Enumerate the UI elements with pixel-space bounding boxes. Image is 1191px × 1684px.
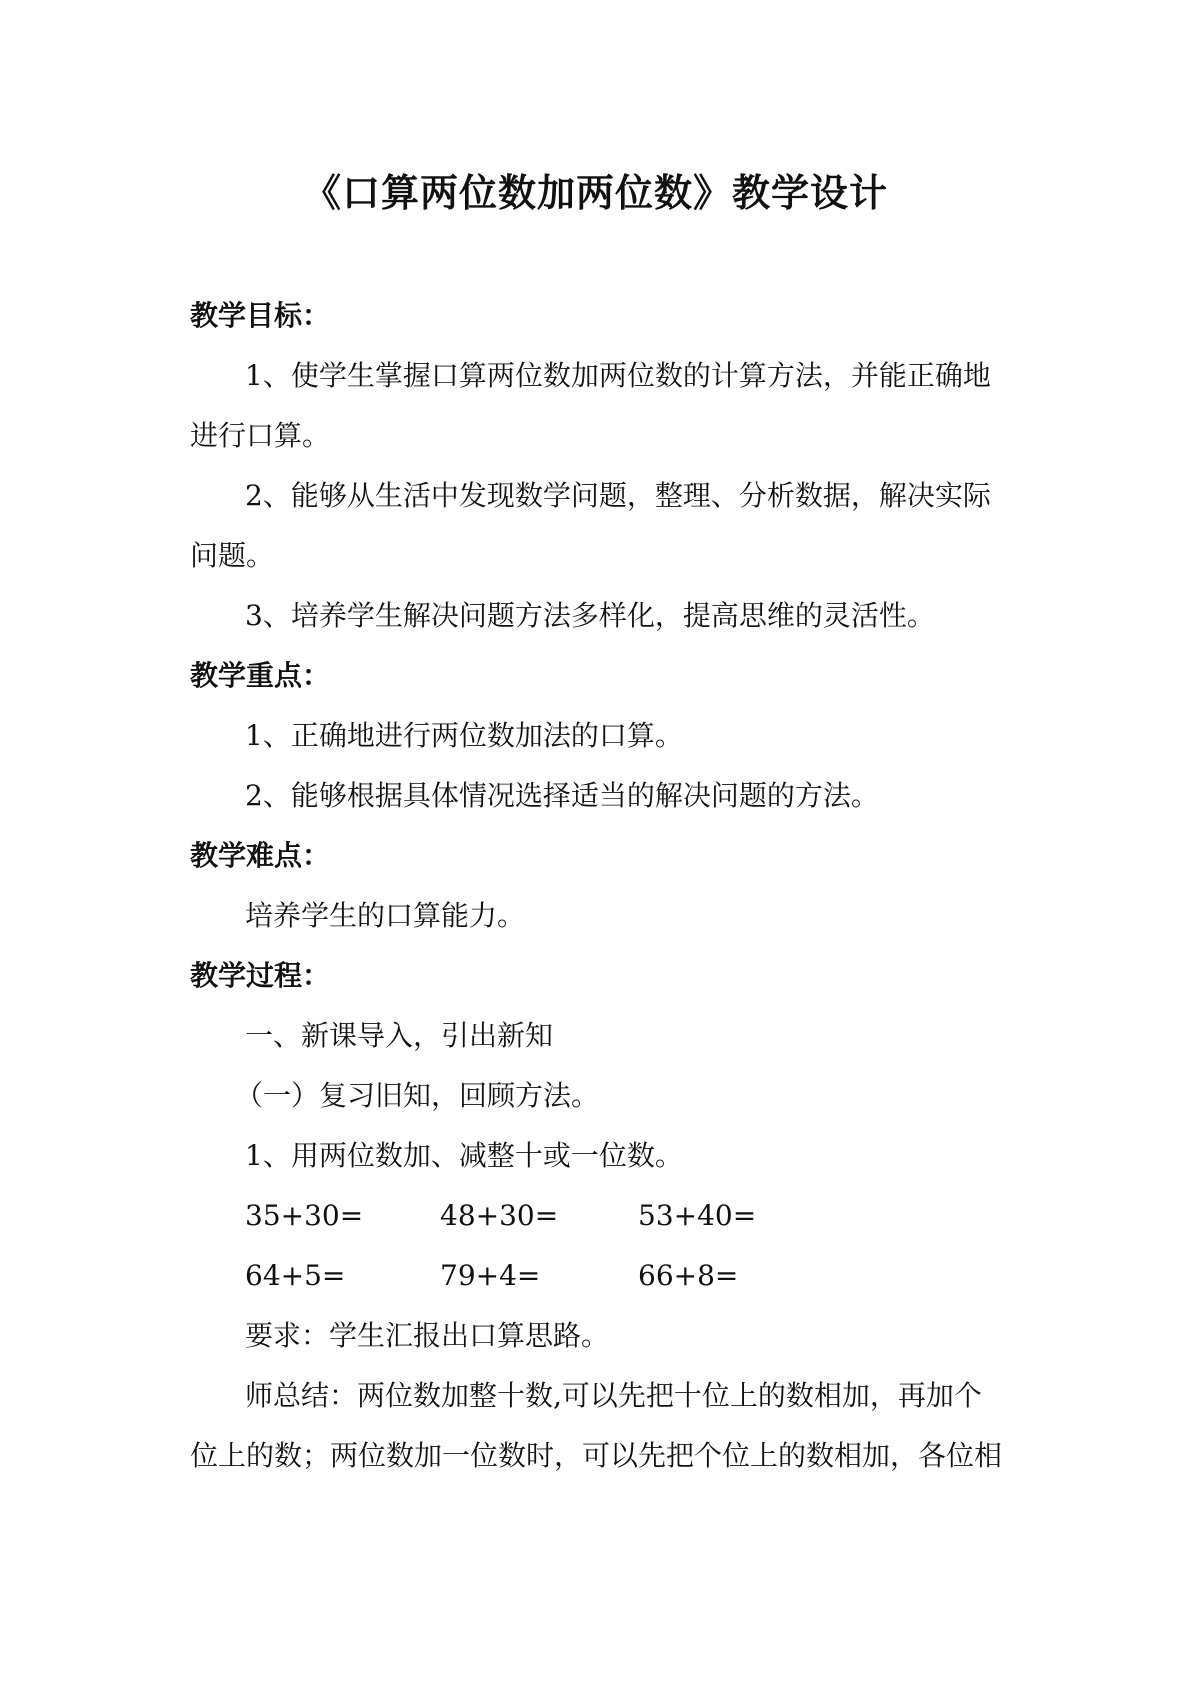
objective-1-line-1: 1、使学生掌握口算两位数加两位数的计算方法，并能正确地 — [245, 359, 991, 392]
equation: 79+4= — [440, 1259, 541, 1292]
requirement: 要求：学生汇报出口算思路。 — [245, 1319, 610, 1352]
objective-3: 3、培养学生解决问题方法多样化，提高思维的灵活性。 — [245, 599, 935, 632]
document-title: 《口算两位数加两位数》教学设计 — [302, 171, 888, 215]
equation: 66+8= — [638, 1259, 739, 1292]
equation: 35+30= — [245, 1199, 364, 1232]
equation: 48+30= — [440, 1199, 559, 1232]
summary-line-2: 位上的数；两位数加一位数时，可以先把个位上的数相加，各位相 — [190, 1439, 1003, 1472]
process-section-1: 一、新课导入，引出新知 — [245, 1019, 554, 1052]
objectives-heading: 教学目标： — [190, 299, 331, 332]
key-point-1: 1、正确地进行两位数加法的口算。 — [245, 719, 683, 752]
objective-2-line-2: 问题。 — [190, 539, 275, 572]
exercise-1: 1、用两位数加、减整十或一位数。 — [245, 1139, 683, 1172]
summary-line-1: 师总结：两位数加整十数,可以先把十位上的数相加，再加个 — [245, 1379, 982, 1412]
equation: 64+5= — [245, 1259, 346, 1292]
key-points-heading: 教学重点： — [190, 659, 331, 692]
key-point-2: 2、能够根据具体情况选择适当的解决问题的方法。 — [245, 779, 879, 812]
objective-1-line-2: 进行口算。 — [190, 419, 331, 452]
difficulty-1: 培养学生的口算能力。 — [245, 899, 526, 932]
difficulties-heading: 教学难点： — [190, 839, 331, 872]
process-heading: 教学过程： — [190, 959, 331, 992]
equation: 53+40= — [638, 1199, 757, 1232]
objective-2-line-1: 2、能够从生活中发现数学问题，整理、分析数据，解决实际 — [245, 479, 991, 512]
process-subsection-1: （一）复习旧知，回顾方法。 — [235, 1079, 600, 1112]
